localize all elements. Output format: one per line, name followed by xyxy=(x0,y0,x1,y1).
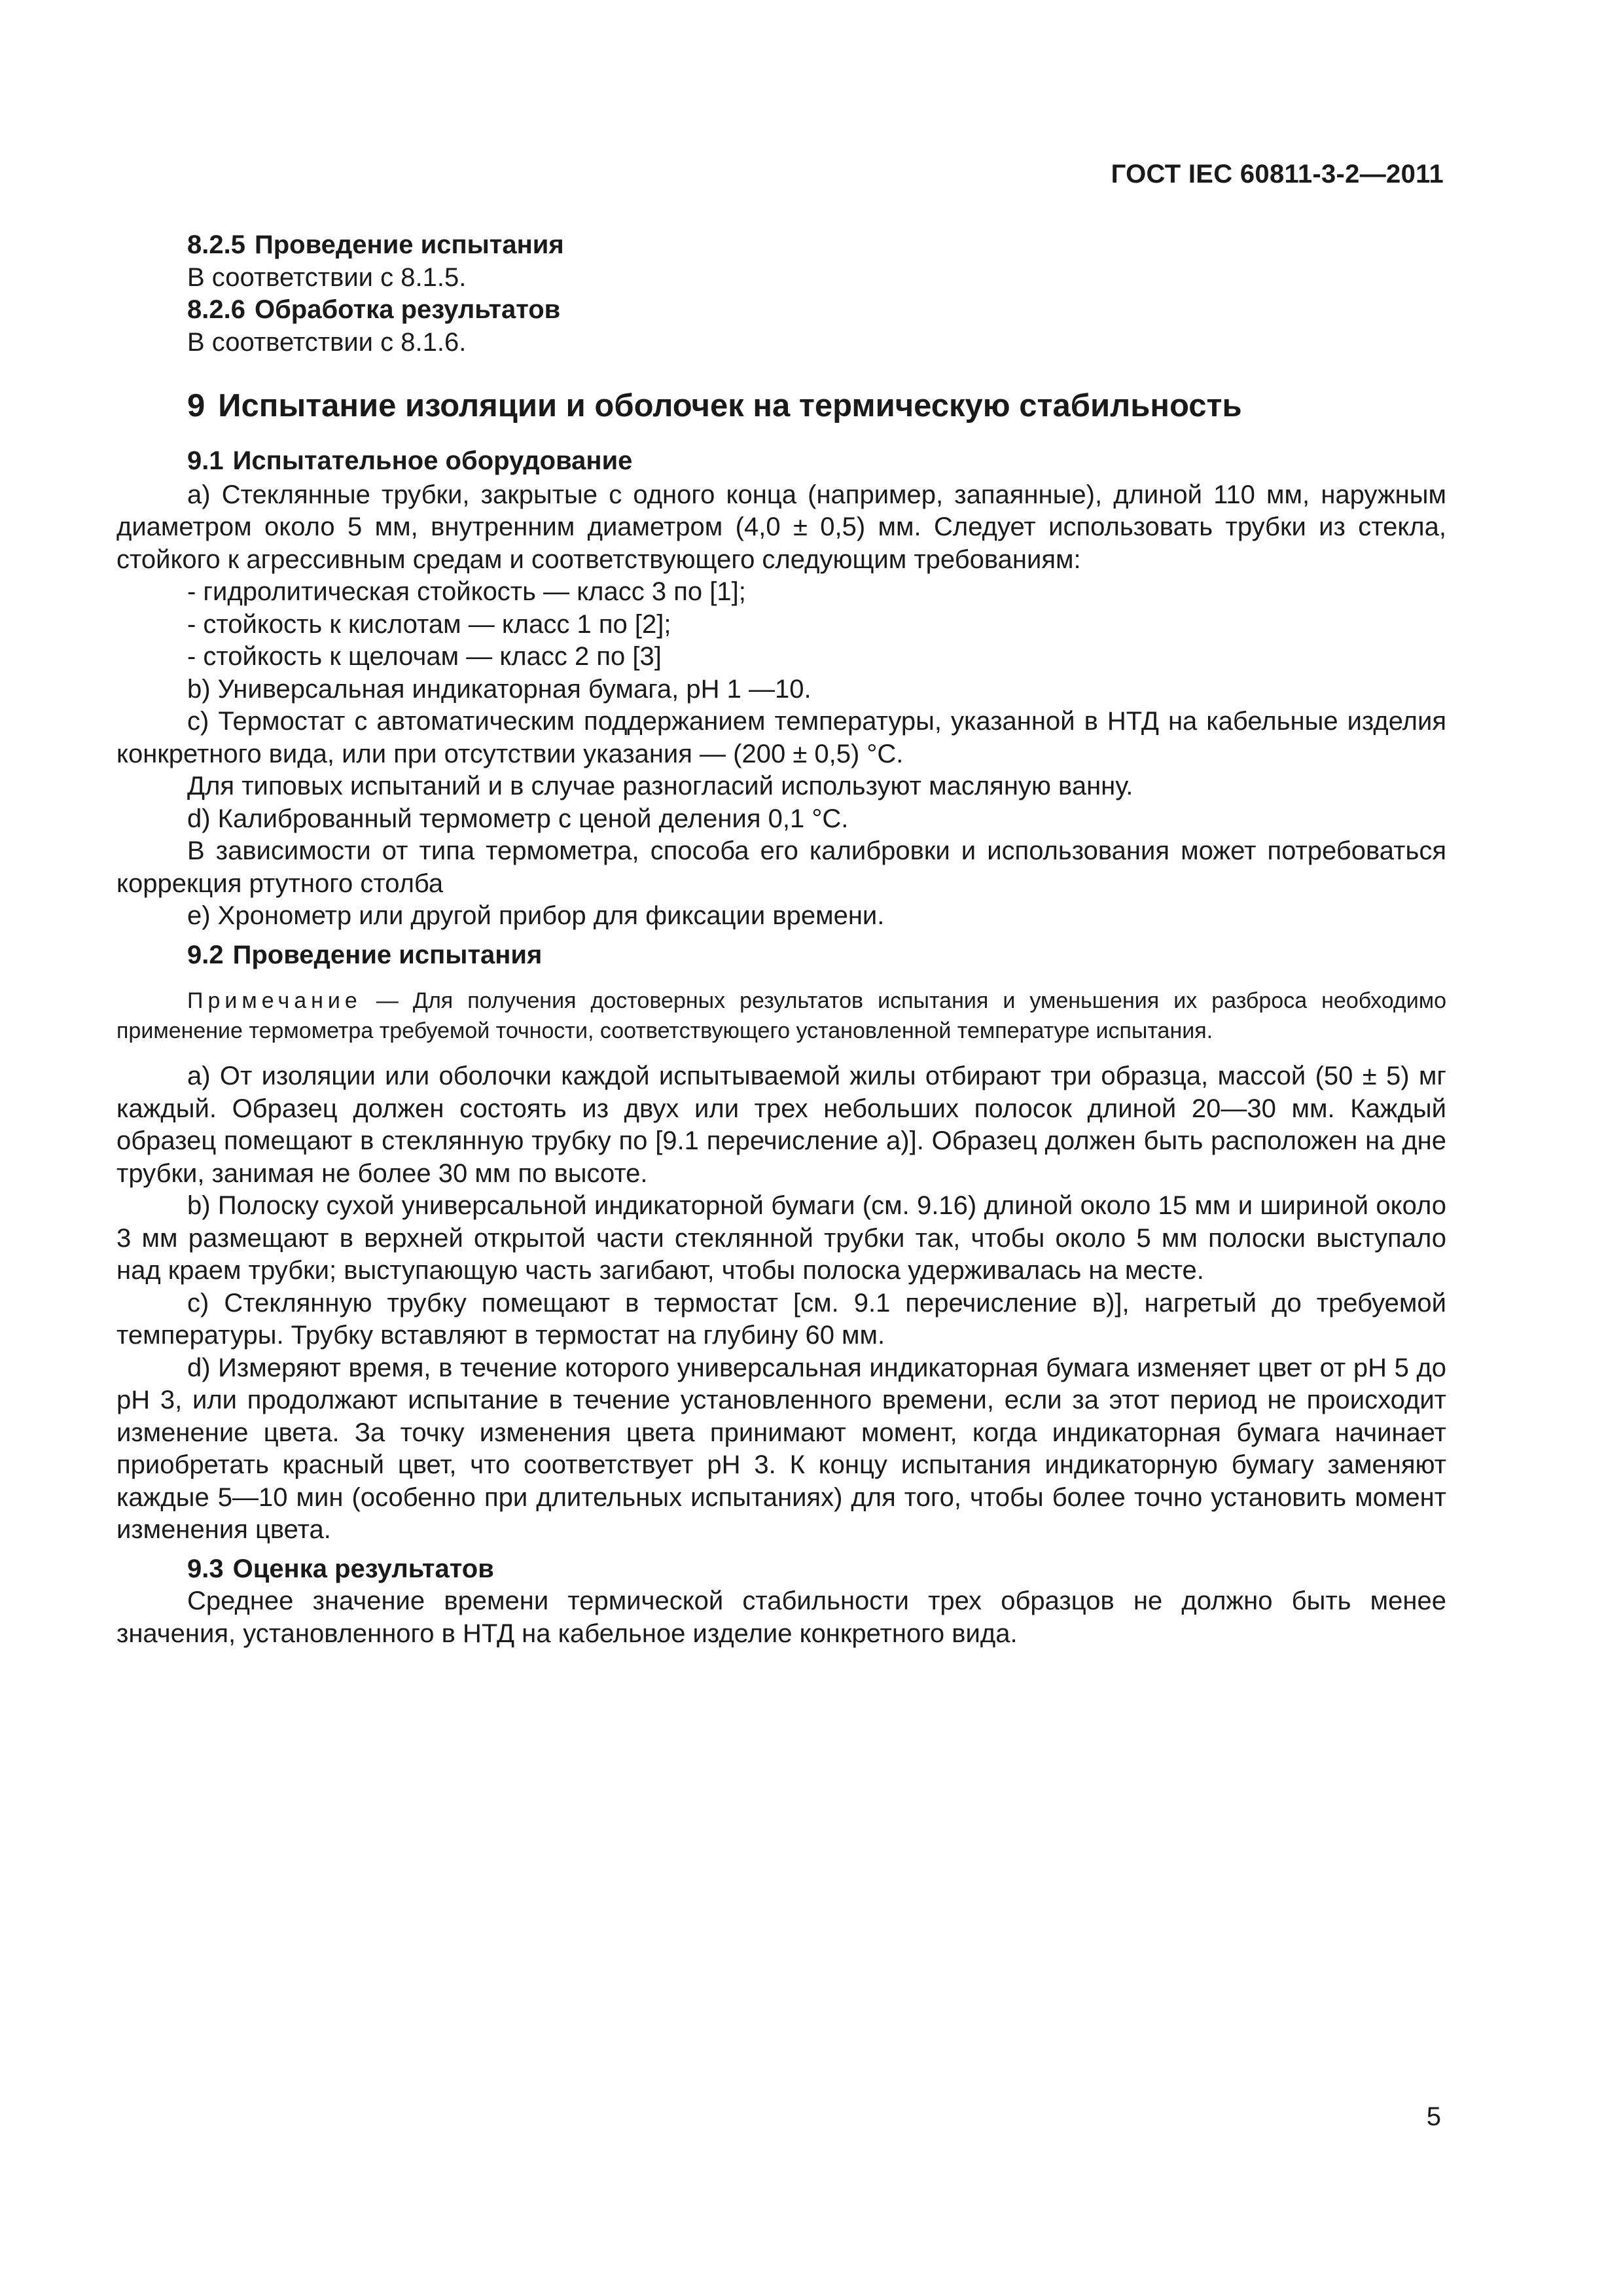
section-number: 9 xyxy=(187,388,205,423)
subsection-title: Обработка результатов xyxy=(254,295,561,324)
subsection-8-2-5-heading xyxy=(116,229,1446,262)
list-item-d-note: В зависимости от типа термометра, способа его калибровки и использования может потребоваться коррекция ртутного столба xyxy=(116,836,1446,898)
subsection-number: 8.2.6 xyxy=(187,295,245,324)
subsection-9-3-heading xyxy=(116,1553,1446,1586)
subsection-number: 9.3 xyxy=(187,1554,224,1583)
subsection-title: Оценка результатов xyxy=(232,1554,494,1583)
list-item-e: e) Хронометр или другой прибор для фиксации времени. xyxy=(187,901,885,930)
subsection-number: 9.1 xyxy=(187,446,224,475)
list-item-c-note: Для типовых испытаний и в случае разногласий используют масляную ванну. xyxy=(187,772,1133,800)
procedure-step-d: d) Измеряют время, в течение которого универсальная индикаторная бумага изменяет цвет от рН 5 до рН 3, или продолжают испытание в течение установленного времени, если за этот период не происходит изменение цвета. За точку изменения цвета принимают момент, когда индикаторная бумага начинает приобретать красный цвет, что соответствует рН 3. К концу испытания индикаторную бумагу заменяют каждые 5—10 мин (особенно при длительных испытаниях) для того, чтобы более точно установить момент изменения цвета. xyxy=(116,1353,1446,1544)
subsection-8-2-5-text: В соответствии с 8.1.5. xyxy=(187,262,467,292)
requirement-item: - гидролитическая стойкость — класс 3 по [1]; xyxy=(187,577,746,606)
subsection-9-1-heading xyxy=(116,445,1446,478)
requirement-item: - стойкость к щелочам — класс 2 по [3] xyxy=(187,642,662,671)
list-item-b: b) Универсальная индикаторная бумага, рН 1 —10. xyxy=(187,674,812,704)
note-text: — Для получения достоверных результатов испытания и уменьшения их разброса необходимо применение термометра требуемой точности, соответствующего установленной температуре испытания. xyxy=(116,988,1446,1043)
note-label: Примечание xyxy=(187,988,362,1013)
subsection-number: 8.2.5 xyxy=(187,230,245,259)
subsection-8-2-6-heading xyxy=(116,294,1446,327)
subsection-8-2-6-text: В соответствии с 8.1.6. xyxy=(187,327,467,357)
subsection-9-2-heading xyxy=(116,939,1446,972)
requirement-item: - стойкость к кислотам — класс 1 по [2]; xyxy=(187,609,671,639)
list-item-d: d) Калиброванный термометр с ценой деления 0,1 °С. xyxy=(187,804,849,833)
subsection-title: Проведение испытания xyxy=(254,230,564,259)
page-number: 5 xyxy=(1426,2102,1441,2131)
procedure-step-a: a) От изоляции или оболочки каждой испытываемой жилы отбирают три образца, массой (50 ± 5) мг каждый. Образец должен состоять из двух или трех небольших полосок длиной 20—30 мм. Каждый образец помещают в стеклянную трубку по [9.1 перечисление а)]. Образец должен быть расположен на дне трубки, занимая не более 30 мм по высоте. xyxy=(116,1062,1446,1188)
section-9-heading xyxy=(116,387,1446,424)
list-item-a: a) Стеклянные трубки, закрытые с одного конца (например, запаянные), длиной 110 мм, наружным диаметром около 5 мм, внутренним диаметром (4,0 ± 0,5) мм. Следует использовать трубки из стекла, стойкого к агрессивным средам и соответствующего следующим требованиям: xyxy=(116,480,1446,574)
document-code: ГОСТ IEC 60811-3-2—2011 xyxy=(1111,160,1444,188)
note-block xyxy=(116,986,1446,1046)
procedure-step-c: c) Стеклянную трубку помещают в термостат [см. 9.1 перечисление в)], нагретый до требуемой температуры. Трубку вставляют в термостат на глубину 60 мм. xyxy=(116,1288,1446,1350)
section-title: Испытание изоляции и оболочек на термическую стабильность xyxy=(218,388,1242,423)
document-body xyxy=(116,229,1446,1650)
subsection-title: Испытательное оборудование xyxy=(232,446,633,475)
list-item-c: c) Термостат с автоматическим поддержанием температуры, указанной в НТД на кабельные изделия конкретного вида, или при отсутствии указания — (200 ± 0,5) °С. xyxy=(116,707,1446,768)
subsection-title: Проведение испытания xyxy=(232,940,543,969)
subsection-number: 9.2 xyxy=(187,940,224,969)
results-text: Среднее значение времени термической стабильности трех образцов не должно быть менее значения, установленного в НТД на кабельное изделие конкретного вида. xyxy=(116,1587,1446,1648)
procedure-step-b: b) Полоску сухой универсальной индикаторной бумаги (см. 9.16) длиной около 15 мм и шириной около 3 мм размещают в верхней открытой части стеклянной трубки так, чтобы около 5 мм полоски выступало над краем трубки; выступающую часть загибают, чтобы полоска удерживалась на месте. xyxy=(116,1191,1446,1285)
